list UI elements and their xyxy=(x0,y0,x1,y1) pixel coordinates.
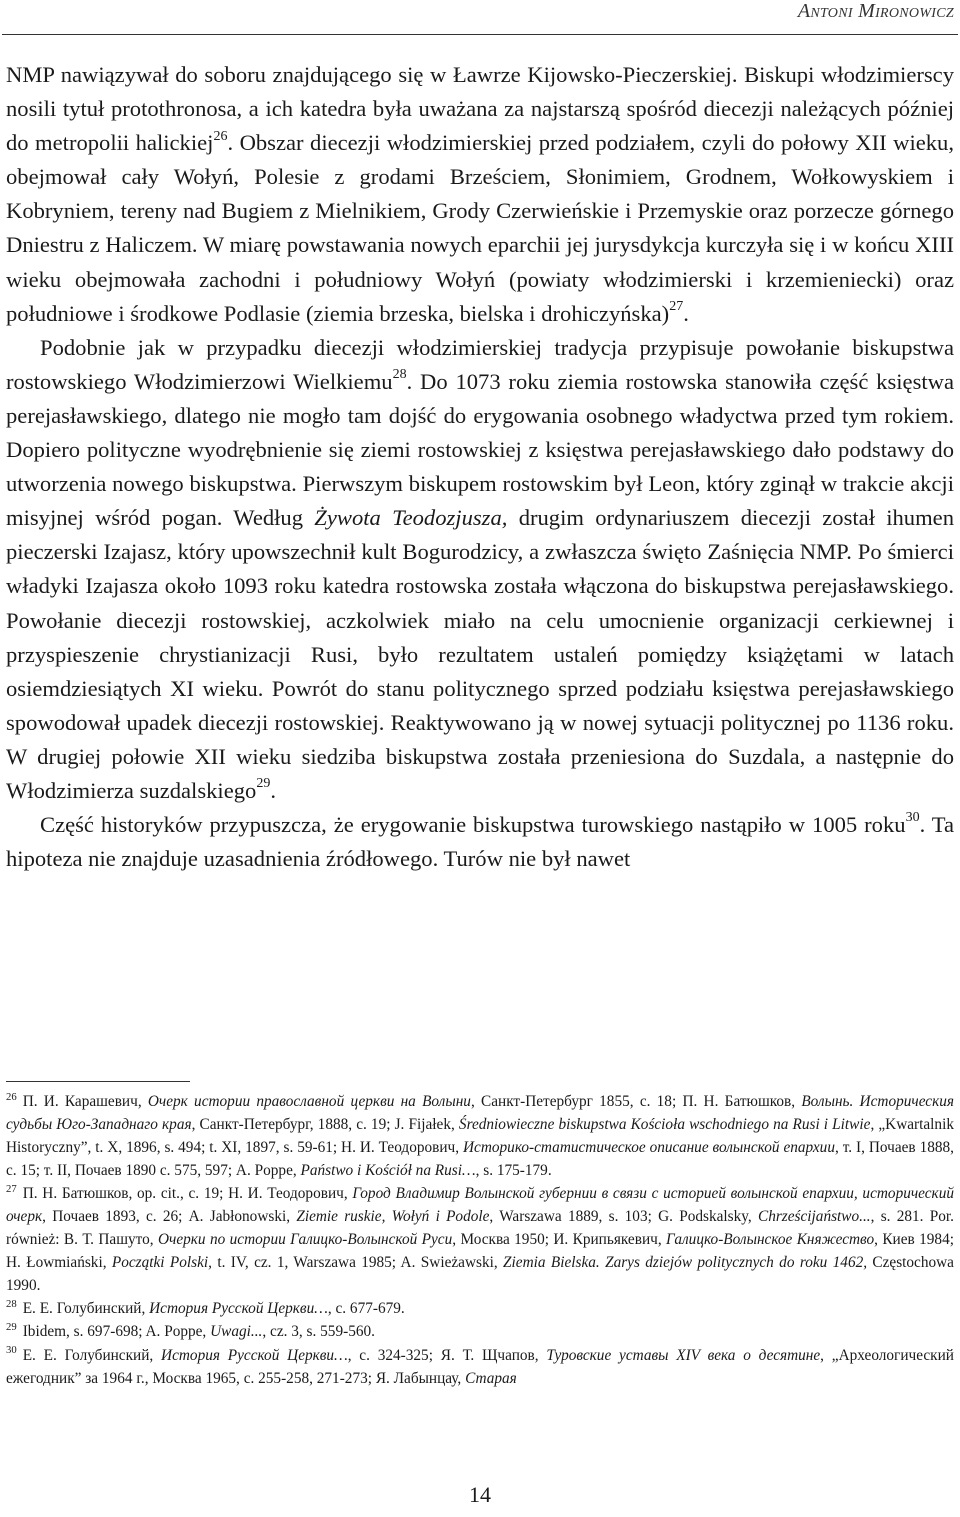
text-run: Ibidem, s. 697-698; A. Poppe, xyxy=(22,1323,211,1341)
text-run: . Ta hipoteza nie znajduje uzasadnienia źródłowego. Turów nie był nawet xyxy=(6,812,954,872)
text-run: . xyxy=(270,777,276,803)
footnotes xyxy=(6,1090,954,1390)
text-run: , „Археологический ежегодник” за 1964 г., Москва 1965, с. 255-258, 271-273; Я. Лабынцау, xyxy=(6,1346,954,1387)
text-run: , s. 281. Por. również: В. Т. Пашуто, xyxy=(6,1208,954,1249)
text-run: drugim ordynariuszem diecezji został ihumen pieczerski Izajasz, który upowszechnił kult Bogurodzicy, a zwłaszcza święto Zaśnięcia NMP. Po śmierci władyki Izajasza około 1093 roku katedra rostowska została włączona do biskupstwa perejasławskiego. Powołanie diecezji rostowskiej, aczkolwiek miało na celu umocnienie organizacji cerkiewnej i przyspieszenie chrystianizacji Rusi, było rezultatem ustaleń pomiędzy książętami w latach osiemdziesiątych XI wieku. Powrót do stanu politycznego sprzed podziału księstwa perejasławskiego spowodował upadek diecezji rostowskiej. Reaktywowano ją w nowej sytuacji politycznej po 1136 roku. W drugiej połowie XII wieku siedziba biskupstwa została przeniesiona do Suzdala, a następnie do Włodzimierza suzdalskiego xyxy=(6,505,955,803)
work-title: Chrześcijaństwo... xyxy=(758,1208,871,1226)
footnote-28 xyxy=(6,1297,954,1320)
work-title: Uwagi... xyxy=(210,1323,263,1341)
work-title: Галицко-Волынское Княжество xyxy=(666,1231,875,1249)
text-run: , Санкт-Петербург, 1888, с. 19; J. Fijałek, xyxy=(191,1116,459,1134)
work-title: Туровские уставы XIV века о десятине xyxy=(546,1346,821,1364)
text-run: , с. 677-679. xyxy=(327,1300,405,1318)
text-run: t. IV, cz. 1, Warszawa 1985; A. Swieżawski, xyxy=(211,1254,504,1272)
work-title: История Русской Церкви… xyxy=(149,1300,328,1318)
work-title: Państwo i Kościół na Rusi… xyxy=(300,1162,476,1180)
footnote-number: 28 xyxy=(6,1298,17,1311)
work-title: Очерк истории православной церкви на Волыни xyxy=(147,1093,471,1110)
text-run: . Do 1073 roku ziemia rostowska stanowiła część księstwa perejasławskiego, dlatego nie mogło tam dojść do erygowania osobnego władyctwa przed tym rokiem. Dopiero polityczne wyodrębnienie się ziemi rostowskiej z księstwa perejasławskiego dało podstawy do utworzenia nowego biskupstwa. Pierwszym biskupem rostowskim był Leon, który zginął w trakcie akcji misyjnej wśród pogan. Według xyxy=(6,368,954,531)
work-title: Żywota Teodozjusza, xyxy=(314,505,508,531)
work-title: Początki Polski, xyxy=(111,1254,212,1272)
paragraph-1 xyxy=(6,58,954,331)
footnote-ref-26[interactable]: 26 xyxy=(213,128,228,144)
text-run: П. И. Карашевич, xyxy=(22,1093,148,1110)
text-run: , „Kwartalnik Historyczny”, t. X, 1896, s. 494; t. XI, 1897, s. 59-61; Н. И. Теодорович, xyxy=(6,1116,954,1157)
footnote-30 xyxy=(6,1344,954,1390)
footnote-ref-28[interactable]: 28 xyxy=(392,367,407,383)
text-run: NMP nawiązywał do soboru znajdującego się w Ławrze Kijowsko-Pieczerskiej. Biskupi włodzimierscy nosili tytuł protothronosa, a ich katedra była uważana za najstarszą spośród diecezji należących później do metropolii halickiej xyxy=(6,62,954,156)
text-run: , Почаев 1893, с. 26; A. Jabłonowski, xyxy=(42,1208,297,1226)
text-run: , Киев 1984; H. Łowmiański, xyxy=(6,1231,954,1272)
footnote-number: 29 xyxy=(6,1321,17,1334)
text-run: , Warszawa 1889, s. 103; G. Podskalsky, xyxy=(489,1208,758,1226)
text-run: Część historyków przypuszcza, że erygowanie biskupstwa turowskiego nastąpiło w 1005 roku xyxy=(40,812,906,838)
footnote-ref-29[interactable]: 29 xyxy=(256,776,271,792)
footnote-ref-27[interactable]: 27 xyxy=(669,299,684,315)
work-title: История Русской Церкви… xyxy=(161,1346,348,1364)
footnote-number: 26 xyxy=(6,1090,17,1103)
work-title: Город Владимир Волынской губернии в связи с историей волынской епархии, исторический очерк xyxy=(6,1185,954,1226)
text-run: , Санкт-Петербург 1855, с. 18; П. Н. Батюшков, xyxy=(470,1093,802,1110)
work-title: Ziemia Bielska. Zarys dziejów politycznych do roku 1462, xyxy=(503,1254,868,1272)
footnote-26 xyxy=(6,1090,954,1182)
paragraph-3 xyxy=(6,808,954,876)
text-run: . Obszar diecezji włodzimierskiej przed podziałem, czyli do połowy XII wieku, obejmował cały Wołyń, Polesie z grodami Brześciem, Słonimiem, Grodnem, Wołkowyskiem i Kobryniem, tereny nad Bugiem z Mielnikiem, Grody Czerwieńskie i Przemyskie oraz porzecze górnego Dniestru z Haliczem. W miarę powstawania nowych eparchii jej jurysdykcja kurczyła się i w końcu XIII wieku obejmowała zachodni i południowy Wołyń (powiaty włodzimierski i krzemieniecki) oraz południowe i środkowe Podlasie (ziemia brzeska, bielska i drohiczyńska) xyxy=(6,130,954,326)
page-number: 14 xyxy=(469,1482,491,1507)
work-title: Ziemie ruskie, Wołyń i Podole xyxy=(296,1208,490,1226)
text-run: Е. Е. Голубинский, xyxy=(22,1300,150,1318)
paragraph-2 xyxy=(6,331,954,808)
text-run: , Москва 1950; И. Крипьякевич, xyxy=(452,1231,667,1249)
text-run: П. Н. Батюшков, op. cit., с. 19; Н. И. Теодорович, xyxy=(22,1185,353,1203)
work-title: Историко-статистическое описание волынской епархии xyxy=(463,1139,835,1157)
header-rule xyxy=(2,34,958,35)
work-title: Волынь. Историческия судьбы Юго-Западнаго края xyxy=(6,1093,954,1134)
footnote-separator xyxy=(6,1081,190,1082)
footnote-ref-30[interactable]: 30 xyxy=(905,810,920,826)
text-run: , т. I, Почаев 1888, с. 15; т. II, Почаев 1890 с. 575, 597; A. Poppe, xyxy=(6,1139,954,1180)
footnote-29 xyxy=(6,1320,954,1343)
footnote-number: 27 xyxy=(6,1183,17,1196)
work-title: Старая xyxy=(465,1369,517,1387)
work-title: Średniowieczne biskupstwa Kościoła wschodniego na Rusi i Litwie xyxy=(458,1116,871,1134)
main-text xyxy=(6,58,954,876)
text-run: Częstochowa 1990. xyxy=(6,1254,954,1295)
text-run: , с. 324-325; Я. Т. Щчапов, xyxy=(347,1346,547,1364)
running-head: Antoni Mironowicz xyxy=(797,0,954,22)
text-run: . xyxy=(683,300,689,326)
work-title: Очерки по истории Галицко-Волынской Руси xyxy=(157,1231,453,1249)
footnote-27 xyxy=(6,1182,954,1297)
text-run: , cz. 3, s. 559-560. xyxy=(262,1323,375,1341)
text-run: Podobnie jak w przypadku diecezji włodzimierskiej tradycja przypisuje powołanie biskupstwa rostowskiego Włodzimierzowi Wielkiemu xyxy=(6,334,954,394)
footnote-number: 30 xyxy=(6,1344,17,1357)
text-run: Е. Е. Голубинский, xyxy=(22,1346,162,1364)
text-run: , s. 175-179. xyxy=(475,1162,552,1180)
